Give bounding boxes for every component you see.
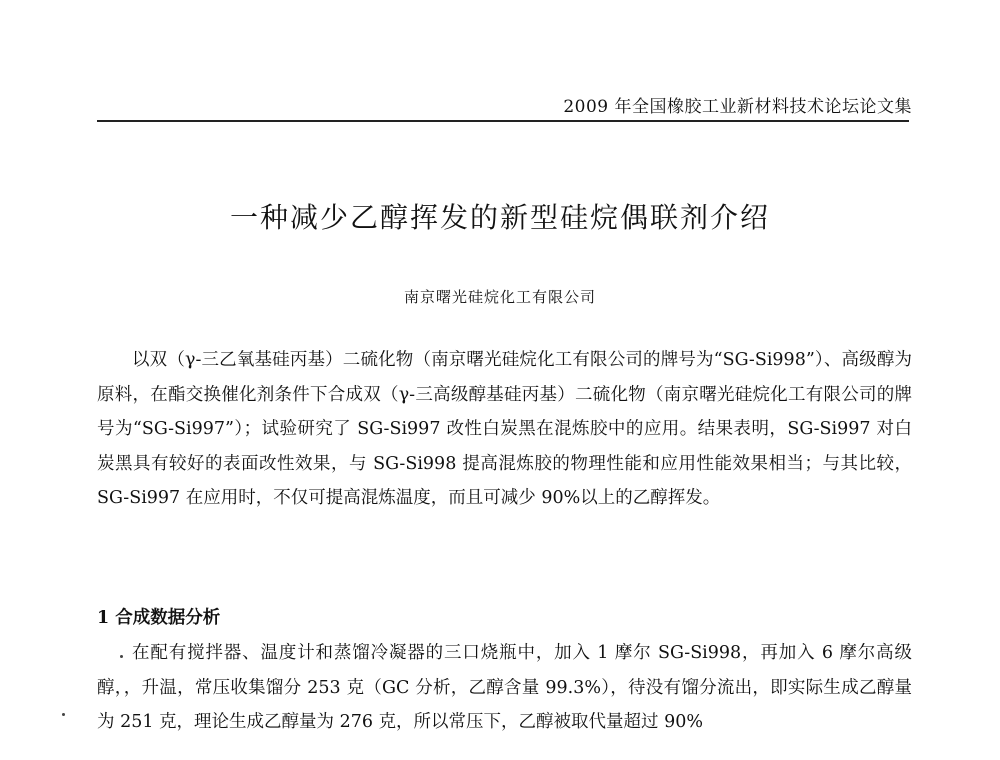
author-affiliation: 南京曙光硅烷化工有限公司	[403, 288, 596, 306]
article-title: 一种减少乙醇挥发的新型硅烷偶联剂介绍	[229, 201, 770, 234]
section-heading: 1 合成数据分析	[97, 608, 221, 628]
body-paragraph: 在配有搅拌器、温度计和蒸馏冷凝器的三口烧瓶中，加入 1 摩尔 SG-Si998，再加入 6 摩尔高级醇，，升温，常压收集馏分 253 克（GC 分析，乙醇含量 99.3%），待没有馏分流出，即实际生成乙醇量为 251 克，理论生成乙醇量为 276 克，所以常压下，乙醇被取代量超过 90%	[97, 643, 912, 732]
abstract	[97, 343, 912, 516]
scan-speck	[120, 655, 123, 658]
running-header: 2009 年全国橡胶工业新材料技术论坛论文集	[563, 97, 912, 117]
scan-speck	[62, 713, 65, 716]
abstract-paragraph: 以双（γ-三乙氧基硅丙基）二硫化物（南京曙光硅烷化工有限公司的牌号为“SG-Si998”）、高级醇为原料，在酯交换催化剂条件下合成双（γ-三高级醇基硅丙基）二硫化物（南京曙光硅烷化工有限公司的牌号为“SG-Si997”）；试验研究了 SG-Si997 改性白炭黑在混炼胶中的应用。结果表明，SG-Si997 对白炭黑具有较好的表面改性效果，与 SG-Si998 提高混炼胶的物理性能和应用性能效果相当；与其比较，SG-Si997 在应用时，不仅可提高混炼温度，而且可减少 90%以上的乙醇挥发。	[97, 350, 912, 508]
header-rule	[97, 120, 909, 122]
section-body	[97, 636, 912, 740]
